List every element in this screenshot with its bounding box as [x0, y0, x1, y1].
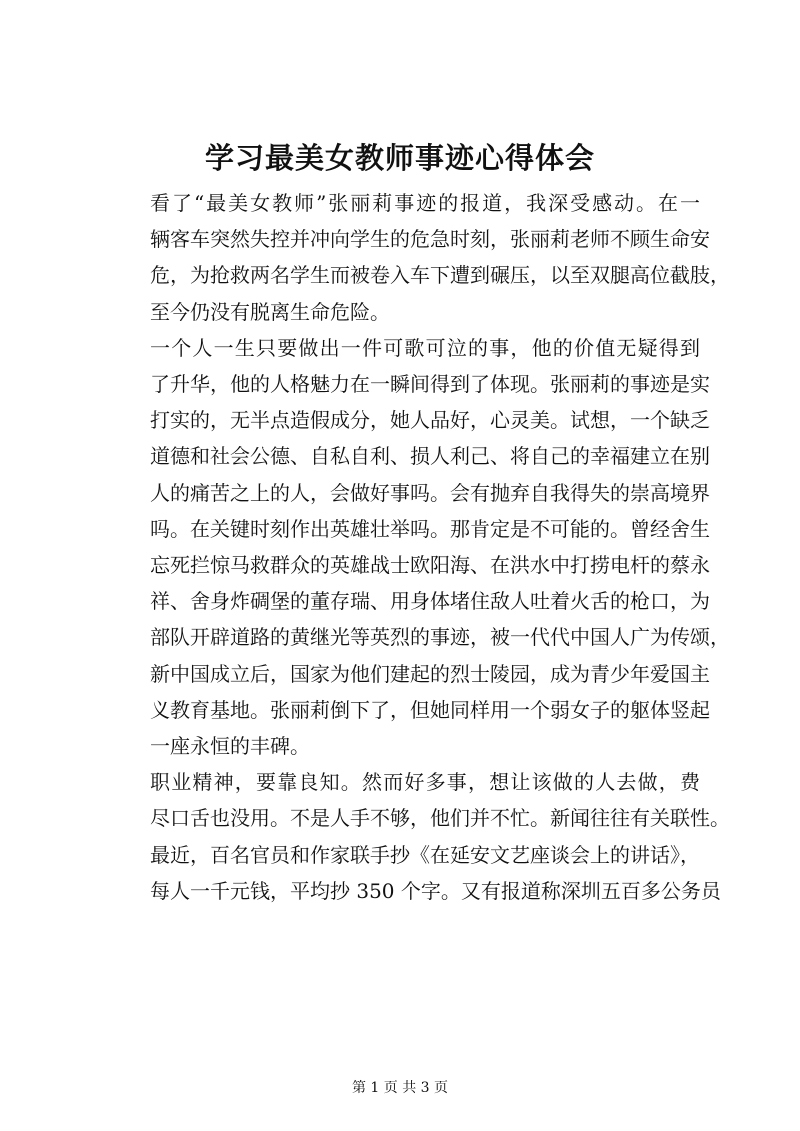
page-number-footer: 第 1 页 共 3 页 [351, 1080, 449, 1096]
text-line: 一个人一生只要做出一件可歌可泣的事，他的价值无疑得到 [150, 335, 700, 360]
text-line: 新中国成立后，国家为他们建起的烈士陵园，成为青少年爱国主 [150, 661, 710, 686]
text-line: 危，为抢救两名学生而被卷入车下遭到碾压，以至双腿高位截肢， [150, 263, 730, 288]
text-line: 最近，百名官员和作家联手抄《在延安文艺座谈会上的讲话》， [150, 842, 700, 867]
text-line: 一座永恒的丰碑。 [150, 734, 310, 759]
text-line: 看了“最美女教师”张丽莉事迹的报道，我深受感动。在一 [150, 191, 700, 215]
text-line: 打实的，无半点造假成分，她人品好，心灵美。试想，一个缺乏 [150, 408, 710, 433]
paragraph-2 [110, 330, 730, 764]
text-line: 部队开辟道路的黄继光等英烈的事迹，被一代代中国人广为传颂， [150, 625, 730, 650]
document-title: 学习最美女教师事迹心得体会 [204, 141, 595, 175]
text-line: 尽口舌也没用。不是人手不够，他们并不忙。新闻往往有关联性。 [150, 806, 730, 831]
text-line: 至今仍没有脱离生命危险。 [150, 299, 390, 324]
text-line: 义教育基地。张丽莉倒下了，但她同样用一个弱女子的躯体竖起 [150, 697, 710, 722]
text-line: 忘死拦惊马救群众的英雄战士欧阳海、在洪水中打捞电杆的蔡永 [150, 553, 710, 578]
paragraph-1 [110, 185, 730, 330]
text-line: 辆客车突然失控并冲向学生的危急时刻，张丽莉老师不顾生命安 [150, 227, 710, 252]
text-line: 了升华，他的人格魅力在一瞬间得到了体现。张丽莉的事迹是实 [150, 372, 710, 397]
text-line: 职业精神，要靠良知。然而好多事，想让该做的人去做，费 [150, 770, 700, 795]
document-body [110, 185, 730, 909]
text-line: 吗。在关键时刻作出英雄壮举吗。那肯定是不可能的。曾经舍生 [150, 516, 710, 541]
text-line: 祥、舍身炸碉堡的董存瑞、用身体堵住敌人吐着火舌的枪口，为 [150, 589, 710, 614]
text-line: 道德和社会公德、自私自利、损人利己、将自己的幸福建立在别 [150, 444, 710, 469]
text-line: 人的痛苦之上的人，会做好事吗。会有抛弃自我得失的崇高境界 [150, 480, 710, 505]
text-line: 每人一千元钱，平均抄 350 个字。又有报道称深圳五百多公务员 [150, 878, 721, 903]
paragraph-3 [110, 764, 730, 909]
